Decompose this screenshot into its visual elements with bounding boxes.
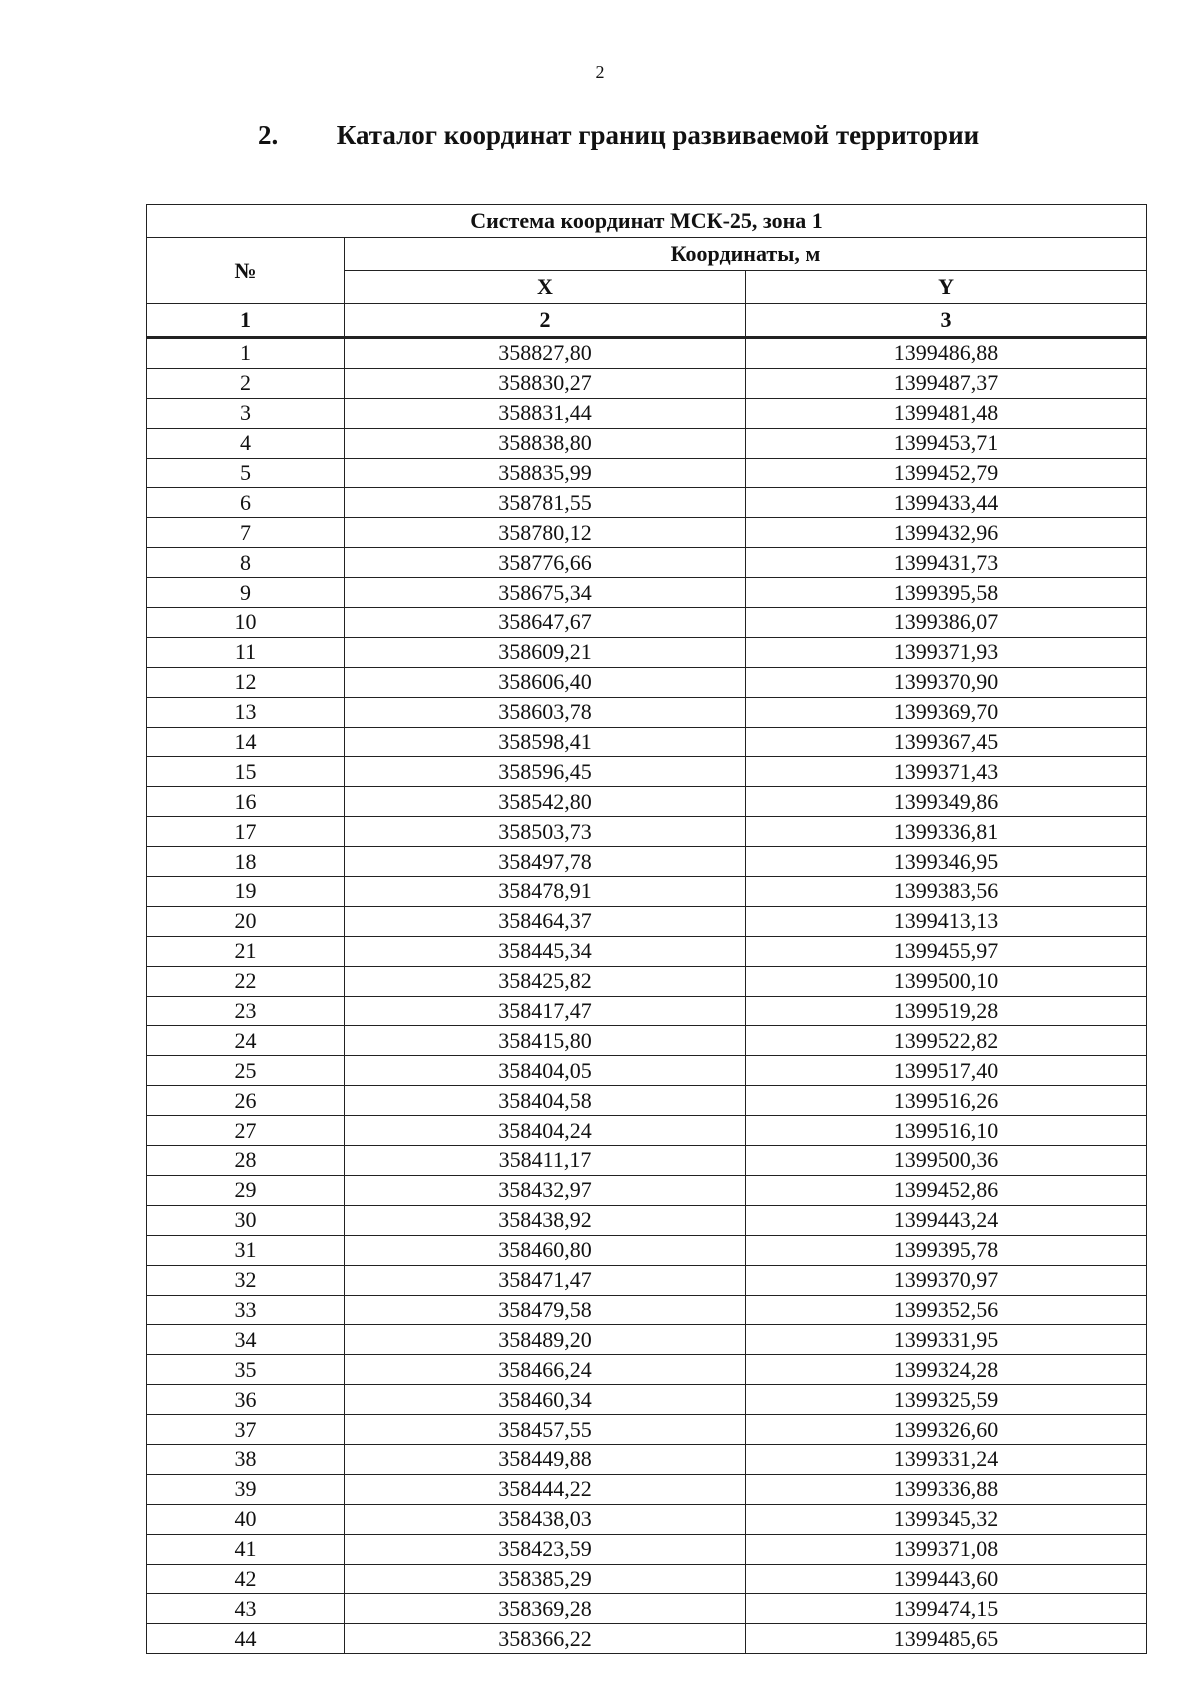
x-coordinate-cell: 358838,80 xyxy=(345,428,746,458)
x-coordinate-cell: 358415,80 xyxy=(345,1026,746,1056)
x-coordinate-cell: 358369,28 xyxy=(345,1594,746,1624)
x-coordinate-cell: 358464,37 xyxy=(345,906,746,936)
y-coordinate-cell: 1399487,37 xyxy=(746,368,1147,398)
table-row xyxy=(147,1474,1147,1504)
y-coordinate-cell: 1399369,70 xyxy=(746,697,1147,727)
coordinates-table xyxy=(146,204,1147,1654)
point-number-cell: 29 xyxy=(147,1175,345,1205)
column-number: 2 xyxy=(345,304,746,338)
y-header: Y xyxy=(746,271,1147,304)
y-coordinate-cell: 1399371,08 xyxy=(746,1534,1147,1564)
x-coordinate-cell: 358503,73 xyxy=(345,817,746,847)
point-number-cell: 22 xyxy=(147,966,345,996)
point-number-cell: 43 xyxy=(147,1594,345,1624)
y-coordinate-cell: 1399486,88 xyxy=(746,338,1147,369)
column-number: 1 xyxy=(147,304,345,338)
y-coordinate-cell: 1399443,60 xyxy=(746,1564,1147,1594)
table-row xyxy=(147,1056,1147,1086)
table-row xyxy=(147,1624,1147,1654)
x-coordinate-cell: 358457,55 xyxy=(345,1415,746,1445)
point-number-cell: 12 xyxy=(147,667,345,697)
point-number-cell: 4 xyxy=(147,428,345,458)
table-row xyxy=(147,578,1147,608)
y-coordinate-cell: 1399453,71 xyxy=(746,428,1147,458)
table-row xyxy=(147,1415,1147,1445)
y-coordinate-cell: 1399349,86 xyxy=(746,787,1147,817)
table-row xyxy=(147,727,1147,757)
table-row xyxy=(147,787,1147,817)
y-coordinate-cell: 1399336,88 xyxy=(746,1474,1147,1504)
table-row xyxy=(147,936,1147,966)
x-coordinate-cell: 358449,88 xyxy=(345,1444,746,1474)
point-number-cell: 7 xyxy=(147,518,345,548)
point-number-cell: 35 xyxy=(147,1355,345,1385)
point-number-cell: 26 xyxy=(147,1086,345,1116)
y-coordinate-cell: 1399522,82 xyxy=(746,1026,1147,1056)
y-coordinate-cell: 1399352,56 xyxy=(746,1295,1147,1325)
coordinate-system-header: Система координат МСК-25, зона 1 xyxy=(147,205,1147,238)
section-number: 2. xyxy=(258,120,279,150)
table-row xyxy=(147,458,1147,488)
y-coordinate-cell: 1399346,95 xyxy=(746,847,1147,877)
y-coordinate-cell: 1399455,97 xyxy=(746,936,1147,966)
y-coordinate-cell: 1399371,43 xyxy=(746,757,1147,787)
point-number-cell: 8 xyxy=(147,548,345,578)
y-coordinate-cell: 1399345,32 xyxy=(746,1504,1147,1534)
y-coordinate-cell: 1399386,07 xyxy=(746,608,1147,638)
point-number-cell: 19 xyxy=(147,877,345,907)
table-row xyxy=(147,1265,1147,1295)
y-coordinate-cell: 1399432,96 xyxy=(746,518,1147,548)
x-coordinate-cell: 358385,29 xyxy=(345,1564,746,1594)
y-coordinate-cell: 1399516,10 xyxy=(746,1116,1147,1146)
x-coordinate-cell: 358542,80 xyxy=(345,787,746,817)
point-number-cell: 15 xyxy=(147,757,345,787)
x-coordinate-cell: 358827,80 xyxy=(345,338,746,369)
x-coordinate-cell: 358596,45 xyxy=(345,757,746,787)
y-coordinate-cell: 1399517,40 xyxy=(746,1056,1147,1086)
table-row xyxy=(147,817,1147,847)
x-coordinate-cell: 358432,97 xyxy=(345,1175,746,1205)
x-coordinate-cell: 358478,91 xyxy=(345,877,746,907)
point-number-cell: 11 xyxy=(147,637,345,667)
y-coordinate-cell: 1399500,36 xyxy=(746,1146,1147,1176)
y-coordinate-cell: 1399443,24 xyxy=(746,1205,1147,1235)
x-coordinate-cell: 358404,05 xyxy=(345,1056,746,1086)
table-row xyxy=(147,338,1147,369)
x-coordinate-cell: 358489,20 xyxy=(345,1325,746,1355)
point-number-cell: 13 xyxy=(147,697,345,727)
table-row xyxy=(147,877,1147,907)
x-coordinate-cell: 358445,34 xyxy=(345,936,746,966)
table-row xyxy=(147,757,1147,787)
y-coordinate-cell: 1399516,26 xyxy=(746,1086,1147,1116)
table-row xyxy=(147,1146,1147,1176)
point-number-cell: 1 xyxy=(147,338,345,369)
point-number-cell: 42 xyxy=(147,1564,345,1594)
x-coordinate-cell: 358471,47 xyxy=(345,1265,746,1295)
x-coordinate-cell: 358404,58 xyxy=(345,1086,746,1116)
x-coordinate-cell: 358776,66 xyxy=(345,548,746,578)
table-row xyxy=(147,1534,1147,1564)
y-coordinate-cell: 1399370,90 xyxy=(746,667,1147,697)
point-number-cell: 3 xyxy=(147,398,345,428)
x-coordinate-cell: 358647,67 xyxy=(345,608,746,638)
y-coordinate-cell: 1399367,45 xyxy=(746,727,1147,757)
y-coordinate-cell: 1399395,58 xyxy=(746,578,1147,608)
point-number-cell: 5 xyxy=(147,458,345,488)
point-number-cell: 9 xyxy=(147,578,345,608)
x-coordinate-cell: 358460,80 xyxy=(345,1235,746,1265)
x-coordinate-cell: 358603,78 xyxy=(345,697,746,727)
point-number-cell: 39 xyxy=(147,1474,345,1504)
x-coordinate-cell: 358830,27 xyxy=(345,368,746,398)
table-row xyxy=(147,697,1147,727)
point-number-cell: 21 xyxy=(147,936,345,966)
point-number-cell: 24 xyxy=(147,1026,345,1056)
x-coordinate-cell: 358366,22 xyxy=(345,1624,746,1654)
x-coordinate-cell: 358466,24 xyxy=(345,1355,746,1385)
point-number-cell: 40 xyxy=(147,1504,345,1534)
coordinates-header: Координаты, м xyxy=(345,238,1147,271)
y-coordinate-cell: 1399433,44 xyxy=(746,488,1147,518)
x-coordinate-cell: 358675,34 xyxy=(345,578,746,608)
point-number-cell: 33 xyxy=(147,1295,345,1325)
table-row xyxy=(147,1444,1147,1474)
y-coordinate-cell: 1399331,24 xyxy=(746,1444,1147,1474)
x-coordinate-cell: 358835,99 xyxy=(345,458,746,488)
y-coordinate-cell: 1399324,28 xyxy=(746,1355,1147,1385)
table-row xyxy=(147,1175,1147,1205)
x-coordinate-cell: 358425,82 xyxy=(345,966,746,996)
column-number: 3 xyxy=(746,304,1147,338)
y-coordinate-cell: 1399481,48 xyxy=(746,398,1147,428)
table-row xyxy=(147,1504,1147,1534)
x-coordinate-cell: 358606,40 xyxy=(345,667,746,697)
point-number-cell: 2 xyxy=(147,368,345,398)
point-number-cell: 36 xyxy=(147,1385,345,1415)
point-number-cell: 17 xyxy=(147,817,345,847)
point-number-cell: 30 xyxy=(147,1205,345,1235)
y-coordinate-cell: 1399326,60 xyxy=(746,1415,1147,1445)
y-coordinate-cell: 1399371,93 xyxy=(746,637,1147,667)
point-number-cell: 28 xyxy=(147,1146,345,1176)
point-number-cell: 38 xyxy=(147,1444,345,1474)
table-row xyxy=(147,1295,1147,1325)
x-coordinate-cell: 358411,17 xyxy=(345,1146,746,1176)
y-coordinate-cell: 1399383,56 xyxy=(746,877,1147,907)
table-row xyxy=(147,368,1147,398)
point-number-cell: 27 xyxy=(147,1116,345,1146)
table-row xyxy=(147,1116,1147,1146)
y-coordinate-cell: 1399452,86 xyxy=(746,1175,1147,1205)
table-row xyxy=(147,1205,1147,1235)
x-coordinate-cell: 358444,22 xyxy=(345,1474,746,1504)
table-row xyxy=(147,1355,1147,1385)
x-coordinate-cell: 358598,41 xyxy=(345,727,746,757)
y-coordinate-cell: 1399331,95 xyxy=(746,1325,1147,1355)
table-row xyxy=(147,1594,1147,1624)
y-coordinate-cell: 1399395,78 xyxy=(746,1235,1147,1265)
section-title: Каталог координат границ развиваемой территории xyxy=(336,120,980,150)
x-coordinate-cell: 358438,03 xyxy=(345,1504,746,1534)
section-heading xyxy=(258,120,979,151)
table-row xyxy=(147,1564,1147,1594)
table-row xyxy=(147,518,1147,548)
table-row xyxy=(147,637,1147,667)
y-coordinate-cell: 1399519,28 xyxy=(746,996,1147,1026)
x-coordinate-cell: 358404,24 xyxy=(345,1116,746,1146)
x-coordinate-cell: 358780,12 xyxy=(345,518,746,548)
table-row xyxy=(147,1235,1147,1265)
point-number-cell: 32 xyxy=(147,1265,345,1295)
point-number-cell: 37 xyxy=(147,1415,345,1445)
point-number-cell: 31 xyxy=(147,1235,345,1265)
y-coordinate-cell: 1399431,73 xyxy=(746,548,1147,578)
table-row xyxy=(147,847,1147,877)
point-number-cell: 16 xyxy=(147,787,345,817)
table-row xyxy=(147,548,1147,578)
table-row xyxy=(147,398,1147,428)
point-number-cell: 14 xyxy=(147,727,345,757)
x-coordinate-cell: 358497,78 xyxy=(345,847,746,877)
table-row xyxy=(147,1385,1147,1415)
table-row xyxy=(147,996,1147,1026)
point-number-cell: 20 xyxy=(147,906,345,936)
x-coordinate-cell: 358438,92 xyxy=(345,1205,746,1235)
y-coordinate-cell: 1399452,79 xyxy=(746,458,1147,488)
y-coordinate-cell: 1399413,13 xyxy=(746,906,1147,936)
table-row xyxy=(147,608,1147,638)
y-coordinate-cell: 1399500,10 xyxy=(746,966,1147,996)
table-row xyxy=(147,1026,1147,1056)
point-number-cell: 18 xyxy=(147,847,345,877)
page-number: 2 xyxy=(595,62,605,82)
point-number-cell: 41 xyxy=(147,1534,345,1564)
x-coordinate-cell: 358609,21 xyxy=(345,637,746,667)
point-number-cell: 44 xyxy=(147,1624,345,1654)
x-coordinate-cell: 358423,59 xyxy=(345,1534,746,1564)
y-coordinate-cell: 1399336,81 xyxy=(746,817,1147,847)
y-coordinate-cell: 1399370,97 xyxy=(746,1265,1147,1295)
y-coordinate-cell: 1399474,15 xyxy=(746,1594,1147,1624)
point-number-cell: 34 xyxy=(147,1325,345,1355)
table-row xyxy=(147,667,1147,697)
point-number-cell: 6 xyxy=(147,488,345,518)
x-coordinate-cell: 358781,55 xyxy=(345,488,746,518)
point-number-cell: 10 xyxy=(147,608,345,638)
point-number-cell: 25 xyxy=(147,1056,345,1086)
point-number-cell: 23 xyxy=(147,996,345,1026)
x-coordinate-cell: 358460,34 xyxy=(345,1385,746,1415)
x-header: X xyxy=(345,271,746,304)
table-row xyxy=(147,1086,1147,1116)
point-number-header: № xyxy=(147,238,345,304)
y-coordinate-cell: 1399485,65 xyxy=(746,1624,1147,1654)
table-row xyxy=(147,1325,1147,1355)
table-row xyxy=(147,428,1147,458)
x-coordinate-cell: 358831,44 xyxy=(345,398,746,428)
x-coordinate-cell: 358479,58 xyxy=(345,1295,746,1325)
table-row xyxy=(147,488,1147,518)
y-coordinate-cell: 1399325,59 xyxy=(746,1385,1147,1415)
table-row xyxy=(147,966,1147,996)
table-body xyxy=(147,338,1147,1654)
table-row xyxy=(147,906,1147,936)
x-coordinate-cell: 358417,47 xyxy=(345,996,746,1026)
